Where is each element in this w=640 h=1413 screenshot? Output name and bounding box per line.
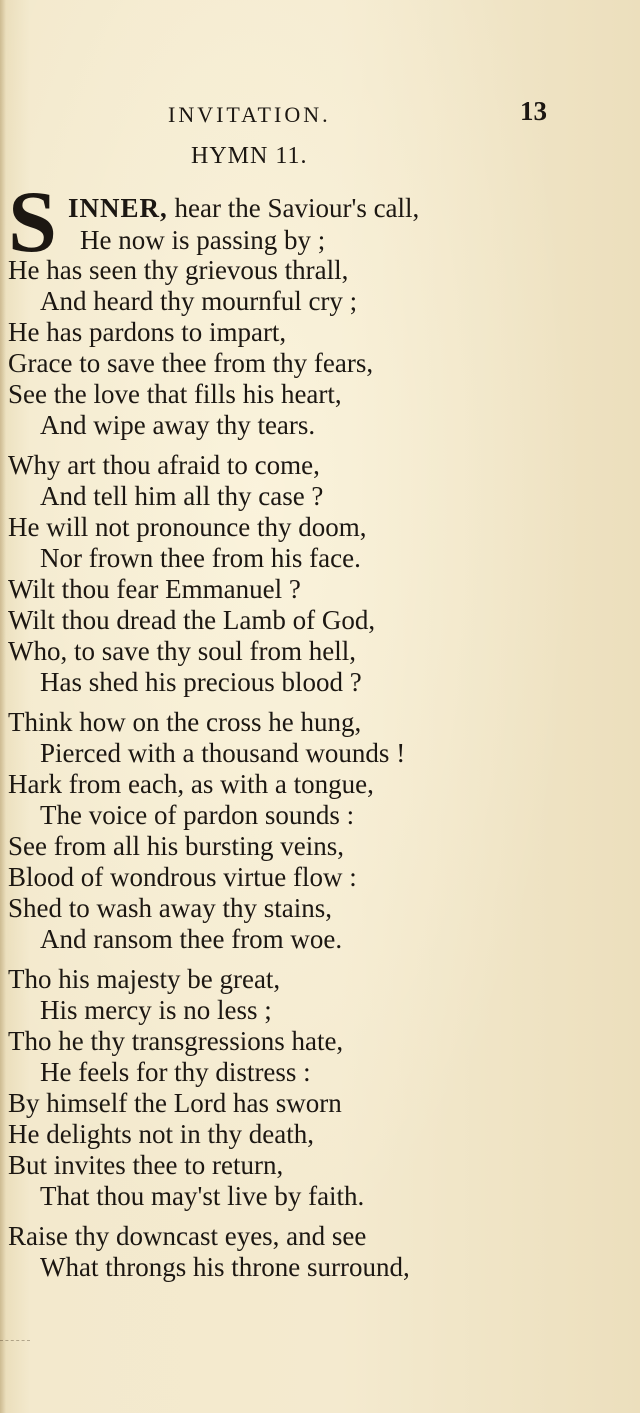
- hymn-line: Shed to wash away thy stains,: [8, 893, 332, 923]
- hymn-line: And wipe away thy tears.: [40, 410, 316, 440]
- first-line-rest: hear the Saviour's call,: [167, 193, 420, 223]
- hymn-line: Why art thou afraid to come,: [8, 450, 320, 480]
- hymn-line: The voice of pardon sounds :: [40, 800, 355, 830]
- hymn-line: Wilt thou fear Emmanuel ?: [8, 574, 301, 604]
- hymn-line: That thou may'st live by faith.: [40, 1181, 365, 1211]
- hymn-line: And heard thy mournful cry ;: [40, 286, 358, 316]
- hymn-line: What throngs his throne surround,: [40, 1252, 410, 1282]
- hymn-line: He will not pronounce thy doom,: [8, 512, 367, 542]
- hymn-line: He has seen thy grievous thrall,: [8, 255, 349, 285]
- hymn-line: By himself the Lord has sworn: [8, 1088, 342, 1118]
- hymn-line: Tho he thy transgressions hate,: [8, 1026, 344, 1056]
- hymn-line: Pierced with a thousand wounds !: [40, 738, 406, 768]
- hymn-line: Has shed his precious blood ?: [40, 667, 362, 697]
- hymn-line: Blood of wondrous virtue flow :: [8, 862, 357, 892]
- running-title: INVITATION.: [168, 102, 331, 127]
- page-edge-mark: [0, 1340, 30, 1343]
- hymn-line: Hark from each, as with a tongue,: [8, 769, 374, 799]
- hymn-line: But invites thee to return,: [8, 1150, 284, 1180]
- hymn-line: And tell him all thy case ?: [40, 481, 324, 511]
- page-number: 13: [520, 96, 547, 126]
- hymn-line: Wilt thou dread the Lamb of God,: [8, 605, 376, 635]
- hymn-line: Who, to save thy soul from hell,: [8, 636, 356, 666]
- hymn-line: Raise thy downcast eyes, and see: [8, 1221, 367, 1251]
- hymn-line: Nor frown thee from his face.: [40, 543, 361, 573]
- hymn-line: He now is passing by ;: [80, 225, 326, 255]
- drop-cap: S: [8, 174, 57, 271]
- hymn-title: HYMN 11.: [191, 143, 308, 169]
- hymn-line-1: [68, 193, 419, 224]
- page-gutter-shadow: [0, 0, 6, 1413]
- hymn-line: See from all his bursting veins,: [8, 831, 344, 861]
- hymn-line: Grace to save thee from thy fears,: [8, 348, 374, 378]
- hymn-line: Think how on the cross he hung,: [8, 707, 362, 737]
- hymn-line: And ransom thee from woe.: [40, 924, 343, 954]
- first-word: INNER,: [68, 193, 168, 223]
- hymn-line: Tho his majesty be great,: [8, 964, 281, 994]
- hymn-line: He feels for thy distress :: [40, 1057, 311, 1087]
- hymn-line: He delights not in thy death,: [8, 1119, 314, 1149]
- hymn-line: See the love that fills his heart,: [8, 379, 342, 409]
- hymn-line: His mercy is no less ;: [40, 995, 272, 1025]
- hymn-line: He has pardons to impart,: [8, 317, 287, 347]
